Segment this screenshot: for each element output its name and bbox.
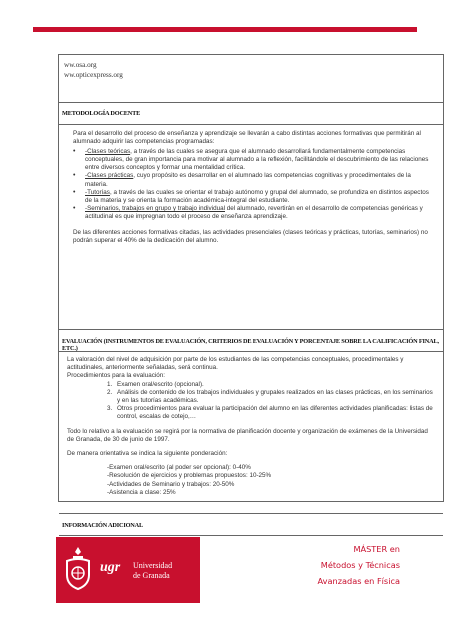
- item-label: -Seminarios, trabajos en grupo y trabajo individual: [85, 204, 226, 212]
- weighting-list: [107, 464, 435, 497]
- paragraph: De las diferentes acciones formativas citadas, las actividades presenciales (clases teóricas y prácticas, tutorías, seminarios) no podrán superar el 40% de la dedicación del alumno.: [73, 229, 428, 245]
- evaluacion-heading: EVALUACIÓN (INSTRUMENTOS DE EVALUACIÓN, CRITERIOS DE EVALUACIÓN Y PORCENTAJE SOBRE LA CALIFICACIÓN FINAL, ETC.): [59, 330, 443, 352]
- university-logo: [56, 537, 200, 603]
- list-item: 1. Examen oral/escrito (opcional).: [107, 380, 204, 388]
- list-item: -Examen oral/escrito (al poder ser opcional): 0-40%: [107, 464, 251, 472]
- evaluacion-body: [59, 352, 443, 514]
- item-text: , a través de las cuales se asegura que el alumnado desarrollará fundamentalmente competencias conceptuales, de gran importancia para motivar al alumnado a la reflexión, facilitándole el descubrimiento de las relaciones entre diversos conceptos y formar una mentalidad crítica.: [85, 148, 429, 172]
- logo-line: de Granada: [133, 571, 170, 580]
- procedures-title: Procedimientos para la evaluación:: [67, 372, 166, 380]
- item-text: , a través de las cuales se orientar el trabajo autónomo y grupal del alumnado, se profundiza en distintos aspectos de la materia y se orienta la formación académica-integral del estudiante.: [85, 188, 429, 204]
- list-item: [73, 172, 433, 188]
- item-label: -Tutorías: [85, 188, 110, 196]
- procedures-list: [107, 381, 435, 422]
- master-title: [270, 541, 400, 589]
- item-label: -Clases teóricas: [85, 148, 131, 156]
- item-text: , cuyo propósito es desarrollar en el alumnado las competencias cognitivas y procedimentales de la materia.: [85, 172, 411, 188]
- list-item: -Actividades de Seminario y trabajos: 20-50%: [107, 480, 235, 488]
- master-line: Métodos y Técnicas: [320, 560, 400, 570]
- list-item: 2. Análisis de contenido de los trabajos individuales y grupales realizados en las clases prácticas, en los seminarios y en las tutorías académicas.: [107, 388, 433, 405]
- metodologia-heading: METODOLOGÍA DOCENTE: [59, 103, 443, 125]
- university-seal-icon: [63, 545, 93, 591]
- logo-line: Universidad: [133, 561, 173, 570]
- actions-list: [73, 148, 433, 221]
- paragraph: La valoración del nivel de adquisición por parte de los estudiantes de las competencias conceptuales, procedimentales y actitudinales, anteriormente señaladas, será continua.: [67, 356, 404, 372]
- item-text: del alumnado, revertirán en el desarrollo de competencias genéricas y actitudinal es que impregnan todo el proceso de enseñanza aprendizaje.: [85, 204, 423, 220]
- list-item: [73, 189, 433, 205]
- item-label: -Clases prácticas: [85, 172, 134, 180]
- metodologia-body: [59, 125, 443, 330]
- paragraph: De manera orientativa se indica la siguiente ponderación:: [67, 450, 228, 458]
- paragraph: Para el desarrollo del proceso de enseñanza y aprendizaje se llevarán a cabo distintas acciones formativas que permitirán al alumnado adquirir las competencias programadas:: [73, 130, 421, 146]
- list-item: 3. Otros procedimientos para evaluar la participación del alumno en las diferentes actividades planificadas: listas de control, escalas de cotejo,…: [107, 405, 433, 421]
- reference-link[interactable]: ww.osa.org: [64, 61, 97, 69]
- logo-ugr-text: ugr: [100, 560, 121, 575]
- references-cell: [59, 55, 443, 103]
- master-line: Avanzadas en Física: [317, 576, 400, 586]
- top-red-bar: [33, 27, 417, 32]
- list-item: [73, 205, 433, 221]
- list-item: [73, 148, 433, 172]
- content-table: [58, 54, 444, 529]
- list-item: -Resolución de ejercicios y problemas propuestos: 10-25%: [107, 472, 272, 480]
- list-item: -Asistencia a clase: 25%: [107, 488, 176, 496]
- master-line: MÁSTER en: [353, 544, 400, 554]
- info-adicional-heading: INFORMACIÓN ADICIONAL: [59, 514, 443, 536]
- paragraph: Todo lo relativo a la evaluación se regirá por la normativa de planificación docente y organización de exámenes de la Universidad de Granada, de 30 de junio de 1997.: [67, 427, 428, 443]
- reference-link[interactable]: ww.opticexpress.org: [64, 71, 123, 79]
